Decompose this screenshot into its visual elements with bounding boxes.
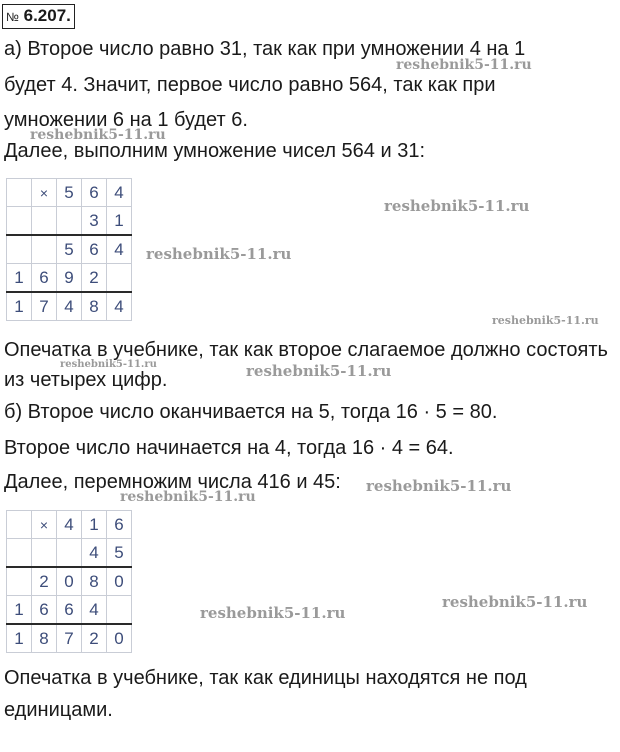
grid-cell xyxy=(7,511,32,539)
grid-cell: 7 xyxy=(32,292,57,321)
part-a-line-2: будет 4. Значит, первое число равно 564, так как при xyxy=(4,74,496,96)
grid-cell xyxy=(7,207,32,236)
watermark: reshebnik5-11.ru xyxy=(120,489,256,505)
part-b-line-1: б) Второе число оканчивается на 5, тогда 16 · 5 = 80. xyxy=(4,401,498,423)
grid-cell: 4 xyxy=(57,292,82,321)
grid-cell: 4 xyxy=(82,596,107,625)
part-a-line-4: Далее, выполним умножение чисел 564 и 31: xyxy=(4,140,426,162)
watermark: reshebnik5-11.ru xyxy=(366,477,512,495)
grid-cell: 1 xyxy=(7,624,32,653)
part-b-line-2: Второе число начинается на 4, тогда 16 · 4 = 64. xyxy=(4,437,454,459)
grid-cell: 0 xyxy=(57,567,82,596)
grid-cell xyxy=(7,179,32,207)
watermark: reshebnik5-11.ru xyxy=(146,245,292,263)
part-b-line-3: Далее, перемножим числа 416 и 45: xyxy=(4,471,341,493)
grid-cell xyxy=(7,567,32,596)
grid-cell xyxy=(107,264,132,293)
grid-cell: 5 xyxy=(57,235,82,264)
grid-cell: 6 xyxy=(82,235,107,264)
grid-cell: 5 xyxy=(107,539,132,568)
watermark: reshebnik5-11.ru xyxy=(246,362,392,380)
grid-cell: 2 xyxy=(82,264,107,293)
grid-cell: 4 xyxy=(107,292,132,321)
grid-cell xyxy=(32,539,57,568)
grid-cell: 1 xyxy=(107,207,132,236)
grid-cell: 1 xyxy=(7,596,32,625)
watermark: reshebnik5-11.ru xyxy=(396,57,532,73)
watermark: reshebnik5-11.ru xyxy=(442,593,588,611)
part-a-note-line-1: Опечатка в учебнике, так как второе слагаемое должно состоять xyxy=(4,339,608,361)
grid-cell xyxy=(32,207,57,236)
part-a-multiplication-grid xyxy=(6,178,132,321)
grid-cell: 6 xyxy=(32,596,57,625)
grid-cell xyxy=(7,539,32,568)
grid-cell: 4 xyxy=(107,179,132,207)
grid-cell: 0 xyxy=(107,567,132,596)
grid-cell: 8 xyxy=(82,567,107,596)
grid-cell: 0 xyxy=(107,624,132,653)
watermark: reshebnik5-11.ru xyxy=(60,359,157,370)
problem-number: № 6.207. xyxy=(2,4,75,29)
part-a-line-1: а) Второе число равно 31, так как при умножении 4 на 1 xyxy=(4,38,526,60)
grid-cell: 6 xyxy=(57,596,82,625)
watermark: reshebnik5-11.ru xyxy=(200,604,346,622)
grid-cell: 5 xyxy=(57,179,82,207)
grid-cell xyxy=(7,235,32,264)
grid-cell xyxy=(32,235,57,264)
grid-cell: 6 xyxy=(32,264,57,293)
part-b-multiplication-grid xyxy=(6,510,132,653)
grid-cell: 7 xyxy=(57,624,82,653)
watermark: reshebnik5-11.ru xyxy=(30,127,166,143)
times-sign: × xyxy=(32,511,57,539)
grid-cell: 2 xyxy=(32,567,57,596)
part-b-note-line-1: Опечатка в учебнике, так как единицы находятся не под xyxy=(4,667,527,689)
part-b-note-line-2: единицами. xyxy=(4,699,113,721)
grid-cell: 4 xyxy=(107,235,132,264)
watermark: reshebnik5-11.ru xyxy=(492,314,599,327)
grid-cell: 6 xyxy=(107,511,132,539)
grid-cell: 1 xyxy=(7,292,32,321)
grid-cell xyxy=(107,596,132,625)
grid-cell: 1 xyxy=(82,511,107,539)
part-a-line-3: умножении 6 на 1 будет 6. xyxy=(4,109,248,131)
grid-cell: 2 xyxy=(82,624,107,653)
grid-cell: 3 xyxy=(82,207,107,236)
watermark: reshebnik5-11.ru xyxy=(384,197,530,215)
times-sign: × xyxy=(32,179,57,207)
grid-cell: 1 xyxy=(7,264,32,293)
grid-cell: 4 xyxy=(82,539,107,568)
grid-cell: 4 xyxy=(57,511,82,539)
grid-cell xyxy=(57,539,82,568)
grid-cell: 9 xyxy=(57,264,82,293)
part-a-note-line-2: из четырех цифр. xyxy=(4,369,168,391)
grid-cell: 8 xyxy=(82,292,107,321)
grid-cell: 6 xyxy=(82,179,107,207)
grid-cell: 8 xyxy=(32,624,57,653)
grid-cell xyxy=(57,207,82,236)
